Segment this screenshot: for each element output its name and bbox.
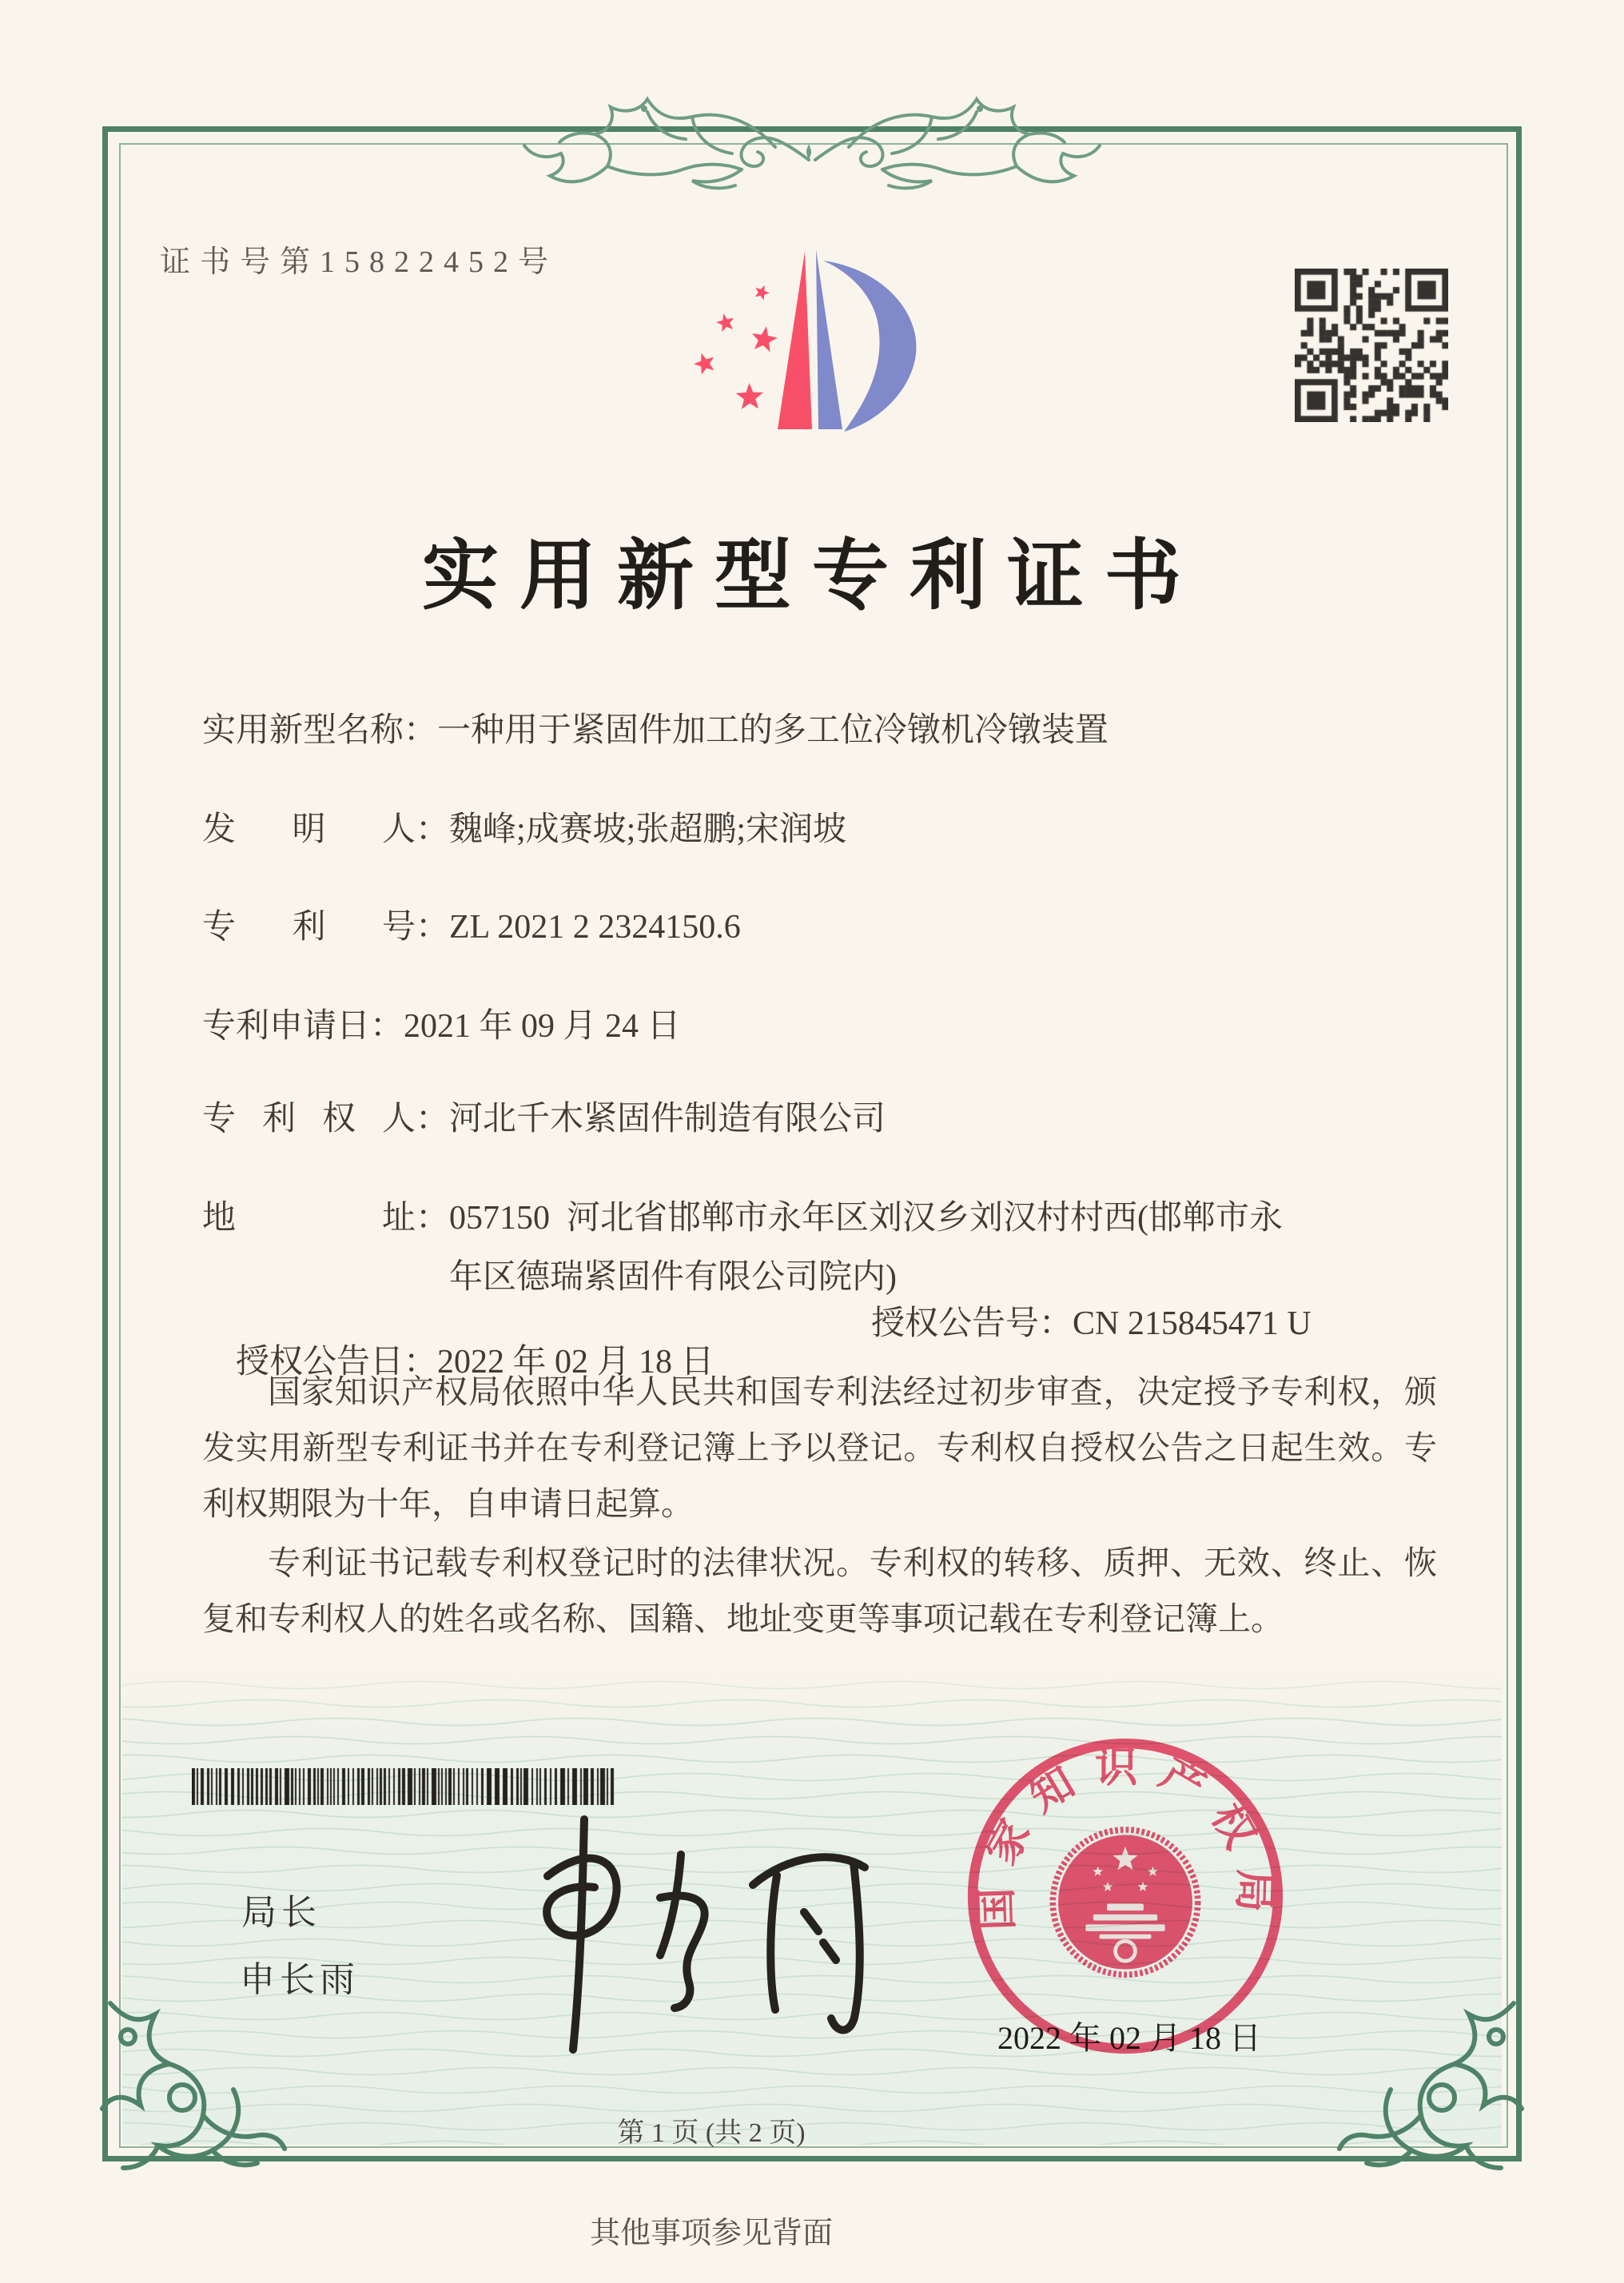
logo-blue-wedge — [816, 249, 842, 429]
officer-name: 申长雨 — [240, 1960, 360, 1999]
seal-date: 2022 年 02 月 18 日 — [997, 2020, 1261, 2056]
cnipa-official-seal — [957, 1728, 1293, 2064]
field-value: 一种用于紧固件加工的多工位冷镦机冷镦装置 — [437, 712, 1109, 749]
field-row-inventors — [202, 803, 846, 851]
legal-paragraph-2: 专利证书记载专利权登记时的法律状况。专利权的转移、质押、无效、终止、恢复和专利权人的姓名或名称、国籍、地址变更等事项记载在专利登记簿上。 — [202, 1544, 1437, 1637]
cnipa-patent-logo — [679, 230, 935, 470]
field-row-filing-date — [202, 999, 681, 1047]
field-row-name — [202, 703, 1109, 751]
seal-text: 国家知识产权局 — [971, 1743, 1280, 1931]
colon: ： — [404, 1344, 438, 1381]
colon: ： — [416, 1200, 450, 1237]
top-dragon-ornament — [511, 64, 1113, 200]
colon: ： — [404, 712, 438, 749]
certificate-number: 证书号第15822452号 — [160, 245, 559, 279]
field-value: 2022 年 02 月 18 日 — [437, 1344, 714, 1381]
field-row-address — [202, 1191, 1283, 1239]
field-row-patentee — [202, 1092, 886, 1140]
legal-paragraph-1: 国家知识产权局依照中华人民共和国专利法经过初步审查，决定授予专利权，颁发实用新型专利证书并在专利登记簿上予以登记。专利权自授权公告之日起生效。专利权期限为十年，自申请日起算。 — [202, 1373, 1437, 1522]
bottom-left-corner-ornament — [96, 1995, 296, 2195]
seal-national-emblem — [1053, 1830, 1197, 1974]
page-number: 第 1 页 (共 2 页) — [617, 2118, 806, 2148]
bottom-right-corner-ornament — [1328, 1995, 1528, 2195]
field-value: 057150 河北省邯郸市永年区刘汉乡刘汉村村西(邯郸市永 — [449, 1200, 1284, 1237]
colon: ： — [416, 909, 450, 946]
colon: ： — [416, 1101, 450, 1138]
field-label: 实用新型名称 — [202, 712, 404, 749]
logo-red-wedge — [778, 252, 812, 429]
commissioner-signature — [472, 1808, 887, 2064]
field-label: 发明人 — [202, 811, 416, 848]
logo-stars — [694, 285, 778, 409]
field-value: CN 215845471 U — [1073, 1305, 1312, 1342]
field-label: 专利权人 — [202, 1101, 416, 1138]
field-label: 专利申请日 — [202, 1008, 371, 1045]
grant-no-group — [871, 1297, 1312, 1345]
barcode — [192, 1768, 615, 1805]
field-value: ZL 2021 2 2324150.6 — [449, 909, 741, 946]
colon: ： — [416, 811, 450, 848]
field-label: 专利号 — [202, 909, 416, 946]
officer-title: 局长 — [241, 1893, 321, 1932]
field-label: 授权公告号 — [871, 1305, 1040, 1342]
field-row-address-line2 — [449, 1250, 897, 1298]
colon: ： — [370, 1008, 404, 1045]
colon: ： — [1039, 1305, 1073, 1342]
field-label: 授权公告日 — [236, 1344, 404, 1381]
certificate-title: 实用新型专利证书 — [422, 533, 1202, 619]
back-side-note: 其他事项参见背面 — [589, 2217, 833, 2250]
field-row-patent-no — [202, 900, 741, 948]
field-value: 魏峰;成赛坡;张超鹏;宋润坡 — [449, 811, 847, 848]
field-value: 河北千木紧固件制造有限公司 — [449, 1101, 886, 1138]
field-value: 2021 年 09 月 24 日 — [404, 1008, 681, 1045]
qr-code — [1295, 269, 1448, 422]
field-value: 年区德瑞紧固件有限公司院内) — [449, 1259, 897, 1296]
field-label: 地址 — [202, 1200, 416, 1237]
